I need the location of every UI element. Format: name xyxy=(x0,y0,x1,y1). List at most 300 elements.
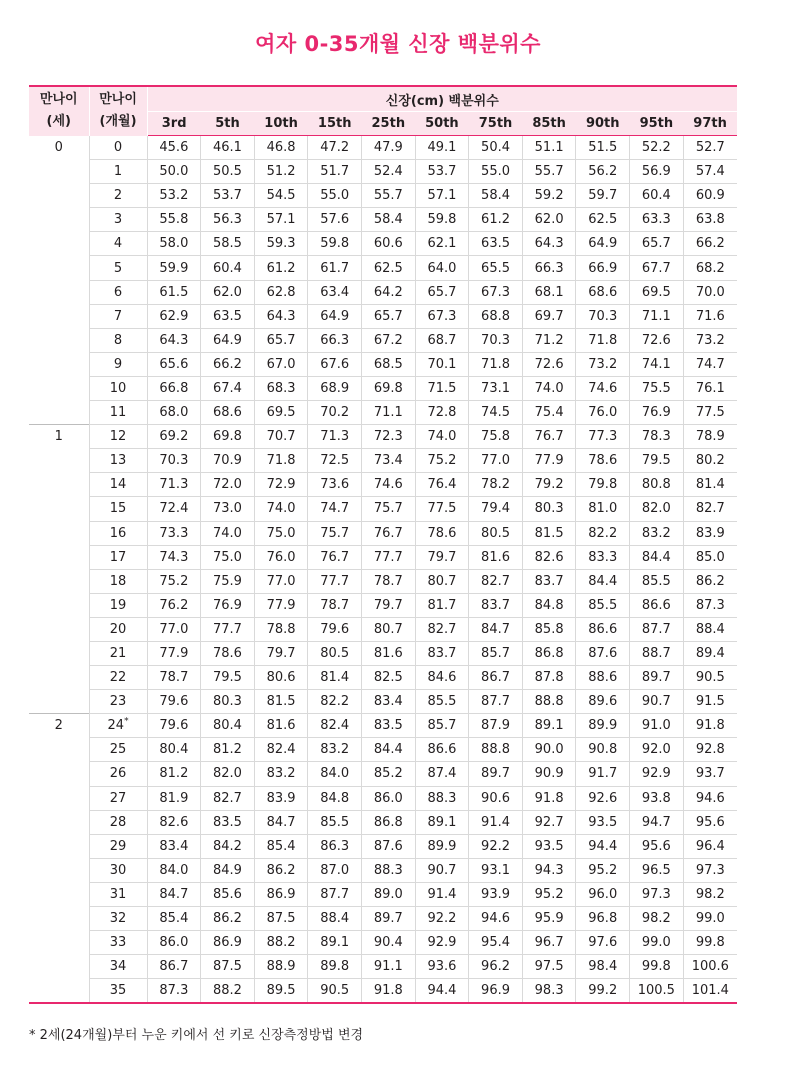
percentile-value-cell: 99.8 xyxy=(630,955,684,979)
age-months-cell xyxy=(89,593,147,617)
percentile-value-cell: 78.2 xyxy=(469,473,523,497)
percentile-value-cell: 79.4 xyxy=(469,497,523,521)
percentile-value-cell: 82.4 xyxy=(254,738,308,762)
percentile-value-cell: 52.7 xyxy=(683,136,737,160)
percentile-value-cell: 74.6 xyxy=(576,376,630,400)
percentile-value-cell: 89.8 xyxy=(308,955,362,979)
percentile-value-cell: 81.7 xyxy=(415,593,469,617)
percentile-value-cell: 80.5 xyxy=(308,641,362,665)
percentile-value-cell: 82.2 xyxy=(308,690,362,714)
month-value: 17 xyxy=(109,549,127,565)
percentile-value-cell: 73.4 xyxy=(362,449,416,473)
percentile-value-cell: 68.7 xyxy=(415,328,469,352)
table-row xyxy=(29,858,737,882)
percentile-value-cell: 45.6 xyxy=(147,136,201,160)
percentile-header: 95th xyxy=(630,112,684,136)
percentile-value-cell: 59.3 xyxy=(254,232,308,256)
percentile-value-cell: 86.2 xyxy=(683,569,737,593)
percentile-value-cell: 63.8 xyxy=(683,208,737,232)
percentile-value-cell: 85.5 xyxy=(415,690,469,714)
percentile-value-cell: 62.1 xyxy=(415,232,469,256)
age-years-cell: 1 xyxy=(29,425,89,714)
percentile-value-cell: 94.7 xyxy=(630,810,684,834)
month-value: 14 xyxy=(109,477,127,493)
percentile-value-cell: 84.4 xyxy=(362,738,416,762)
percentile-value-cell: 72.0 xyxy=(201,473,255,497)
percentile-value-cell: 87.5 xyxy=(254,907,308,931)
percentile-value-cell: 88.2 xyxy=(201,979,255,1004)
age-months-cell xyxy=(89,762,147,786)
percentile-value-cell: 93.9 xyxy=(469,882,523,906)
month-value: 31 xyxy=(109,886,127,902)
percentile-value-cell: 88.6 xyxy=(576,666,630,690)
percentile-value-cell: 63.5 xyxy=(469,232,523,256)
percentile-value-cell: 74.6 xyxy=(362,473,416,497)
percentile-value-cell: 58.4 xyxy=(362,208,416,232)
percentile-value-cell: 71.1 xyxy=(362,401,416,425)
percentile-value-cell: 89.9 xyxy=(576,714,630,738)
percentile-value-cell: 53.7 xyxy=(415,160,469,184)
percentile-value-cell: 86.6 xyxy=(630,593,684,617)
percentile-value-cell: 72.6 xyxy=(522,352,576,376)
percentile-value-cell: 67.0 xyxy=(254,352,308,376)
age-months-cell xyxy=(89,907,147,931)
percentile-value-cell: 57.1 xyxy=(254,208,308,232)
percentile-value-cell: 96.8 xyxy=(576,907,630,931)
percentile-value-cell: 71.3 xyxy=(147,473,201,497)
percentile-value-cell: 63.5 xyxy=(201,304,255,328)
table-row xyxy=(29,304,737,328)
percentile-value-cell: 81.2 xyxy=(147,762,201,786)
percentile-value-cell: 87.0 xyxy=(308,858,362,882)
table-row xyxy=(29,545,737,569)
percentile-value-cell: 80.7 xyxy=(362,617,416,641)
month-value: 12 xyxy=(109,429,127,445)
percentile-value-cell: 51.2 xyxy=(254,160,308,184)
month-value: 3 xyxy=(113,212,123,228)
percentile-value-cell: 82.7 xyxy=(201,786,255,810)
table-row xyxy=(29,690,737,714)
percentile-value-cell: 75.8 xyxy=(469,425,523,449)
percentile-value-cell: 91.8 xyxy=(683,714,737,738)
percentile-value-cell: 98.4 xyxy=(576,955,630,979)
percentile-value-cell: 72.4 xyxy=(147,497,201,521)
table-row xyxy=(29,810,737,834)
percentile-value-cell: 71.5 xyxy=(415,376,469,400)
percentile-value-cell: 66.2 xyxy=(683,232,737,256)
percentile-value-cell: 68.5 xyxy=(362,352,416,376)
percentile-value-cell: 88.2 xyxy=(254,931,308,955)
percentile-value-cell: 98.2 xyxy=(683,882,737,906)
percentile-value-cell: 76.9 xyxy=(630,401,684,425)
percentile-value-cell: 93.7 xyxy=(683,762,737,786)
month-value: 7 xyxy=(113,308,123,324)
percentile-value-cell: 57.1 xyxy=(415,184,469,208)
percentile-value-cell: 65.7 xyxy=(254,328,308,352)
age-months-cell xyxy=(89,666,147,690)
percentile-value-cell: 75.4 xyxy=(522,401,576,425)
percentile-value-cell: 86.7 xyxy=(147,955,201,979)
percentile-value-cell: 93.1 xyxy=(469,858,523,882)
percentile-value-cell: 76.7 xyxy=(362,521,416,545)
percentile-value-cell: 89.5 xyxy=(254,979,308,1004)
month-value: 11 xyxy=(109,405,127,421)
percentile-value-cell: 88.9 xyxy=(254,955,308,979)
percentile-value-cell: 89.7 xyxy=(469,762,523,786)
percentile-value-cell: 90.7 xyxy=(630,690,684,714)
percentile-value-cell: 72.9 xyxy=(254,473,308,497)
percentile-value-cell: 82.6 xyxy=(147,810,201,834)
percentile-value-cell: 76.0 xyxy=(576,401,630,425)
table-row xyxy=(29,955,737,979)
percentile-value-cell: 77.0 xyxy=(254,569,308,593)
percentile-value-cell: 70.3 xyxy=(469,328,523,352)
percentile-value-cell: 76.9 xyxy=(201,593,255,617)
percentile-value-cell: 56.9 xyxy=(630,160,684,184)
percentile-value-cell: 89.4 xyxy=(683,641,737,665)
percentile-value-cell: 80.4 xyxy=(201,714,255,738)
percentile-value-cell: 81.9 xyxy=(147,786,201,810)
percentile-value-cell: 51.1 xyxy=(522,136,576,160)
percentile-value-cell: 75.7 xyxy=(308,521,362,545)
table-row xyxy=(29,136,737,160)
percentile-value-cell: 98.2 xyxy=(630,907,684,931)
percentile-value-cell: 73.3 xyxy=(147,521,201,545)
percentile-value-cell: 84.9 xyxy=(201,858,255,882)
percentile-value-cell: 53.2 xyxy=(147,184,201,208)
percentile-value-cell: 81.2 xyxy=(201,738,255,762)
percentile-value-cell: 94.4 xyxy=(576,834,630,858)
percentile-value-cell: 88.3 xyxy=(362,858,416,882)
percentile-value-cell: 79.8 xyxy=(576,473,630,497)
percentile-value-cell: 80.4 xyxy=(147,738,201,762)
month-value: 26 xyxy=(109,766,127,782)
footnote xyxy=(29,1024,363,1043)
percentile-value-cell: 75.0 xyxy=(201,545,255,569)
percentile-value-cell: 71.8 xyxy=(469,352,523,376)
percentile-value-cell: 71.2 xyxy=(522,328,576,352)
age-months-cell xyxy=(89,208,147,232)
percentile-value-cell: 76.4 xyxy=(415,473,469,497)
percentile-value-cell: 74.1 xyxy=(630,352,684,376)
percentile-value-cell: 86.2 xyxy=(201,907,255,931)
percentile-value-cell: 67.6 xyxy=(308,352,362,376)
percentile-value-cell: 93.6 xyxy=(415,955,469,979)
percentile-value-cell: 80.3 xyxy=(201,690,255,714)
percentile-value-cell: 77.9 xyxy=(522,449,576,473)
table-row xyxy=(29,232,737,256)
table-row xyxy=(29,208,737,232)
age-months-cell xyxy=(89,641,147,665)
percentile-header: 25th xyxy=(362,112,416,136)
month-value: 4 xyxy=(113,236,123,252)
month-value: 10 xyxy=(109,380,127,396)
percentile-value-cell: 49.1 xyxy=(415,136,469,160)
percentile-value-cell: 83.2 xyxy=(630,521,684,545)
percentile-value-cell: 97.6 xyxy=(576,931,630,955)
table-row xyxy=(29,931,737,955)
footnote-marker: * xyxy=(29,1028,36,1043)
percentile-value-cell: 82.5 xyxy=(362,666,416,690)
percentile-value-cell: 86.0 xyxy=(362,786,416,810)
percentile-value-cell: 89.0 xyxy=(362,882,416,906)
percentile-value-cell: 89.7 xyxy=(362,907,416,931)
percentile-value-cell: 56.2 xyxy=(576,160,630,184)
percentile-value-cell: 85.5 xyxy=(308,810,362,834)
percentile-value-cell: 77.5 xyxy=(415,497,469,521)
age-months-cell xyxy=(89,545,147,569)
percentile-value-cell: 90.4 xyxy=(362,931,416,955)
percentile-value-cell: 68.8 xyxy=(469,304,523,328)
percentile-value-cell: 81.5 xyxy=(254,690,308,714)
percentile-value-cell: 91.4 xyxy=(415,882,469,906)
percentile-value-cell: 79.6 xyxy=(147,714,201,738)
percentile-value-cell: 76.7 xyxy=(522,425,576,449)
percentile-value-cell: 89.1 xyxy=(308,931,362,955)
percentile-value-cell: 84.0 xyxy=(147,858,201,882)
percentile-value-cell: 95.6 xyxy=(683,810,737,834)
percentile-value-cell: 86.0 xyxy=(147,931,201,955)
percentile-value-cell: 81.6 xyxy=(254,714,308,738)
percentile-value-cell: 70.1 xyxy=(415,352,469,376)
percentile-value-cell: 99.2 xyxy=(576,979,630,1004)
percentile-value-cell: 61.2 xyxy=(254,256,308,280)
percentile-value-cell: 85.4 xyxy=(147,907,201,931)
table-header xyxy=(29,86,737,136)
month-value: 0 xyxy=(113,139,123,155)
month-value: 22 xyxy=(109,670,127,686)
percentile-value-cell: 67.7 xyxy=(630,256,684,280)
percentile-value-cell: 86.2 xyxy=(254,858,308,882)
percentile-value-cell: 91.8 xyxy=(522,786,576,810)
percentile-value-cell: 94.6 xyxy=(683,786,737,810)
percentile-value-cell: 74.0 xyxy=(201,521,255,545)
percentile-value-cell: 81.0 xyxy=(576,497,630,521)
table-row xyxy=(29,569,737,593)
age-months-cell xyxy=(89,136,147,160)
month-value: 28 xyxy=(109,814,127,830)
percentile-value-cell: 84.6 xyxy=(415,666,469,690)
percentile-value-cell: 84.4 xyxy=(630,545,684,569)
percentile-value-cell: 90.5 xyxy=(308,979,362,1004)
percentile-value-cell: 72.3 xyxy=(362,425,416,449)
percentile-value-cell: 47.2 xyxy=(308,136,362,160)
percentile-value-cell: 84.8 xyxy=(522,593,576,617)
percentile-value-cell: 60.9 xyxy=(683,184,737,208)
percentile-value-cell: 76.2 xyxy=(147,593,201,617)
percentile-value-cell: 83.9 xyxy=(683,521,737,545)
percentile-value-cell: 89.1 xyxy=(415,810,469,834)
table-row xyxy=(29,256,737,280)
percentile-value-cell: 78.7 xyxy=(147,666,201,690)
percentile-value-cell: 81.4 xyxy=(683,473,737,497)
age-months-cell xyxy=(89,473,147,497)
percentile-value-cell: 79.2 xyxy=(522,473,576,497)
percentile-value-cell: 82.2 xyxy=(576,521,630,545)
percentile-value-cell: 68.1 xyxy=(522,280,576,304)
percentile-value-cell: 62.0 xyxy=(522,208,576,232)
percentile-value-cell: 72.5 xyxy=(308,449,362,473)
percentile-value-cell: 87.3 xyxy=(683,593,737,617)
age-months-cell xyxy=(89,714,147,738)
age-months-cell xyxy=(89,160,147,184)
percentile-value-cell: 92.2 xyxy=(469,834,523,858)
percentile-value-cell: 64.3 xyxy=(147,328,201,352)
percentile-value-cell: 96.5 xyxy=(630,858,684,882)
percentile-value-cell: 66.3 xyxy=(308,328,362,352)
percentile-value-cell: 50.0 xyxy=(147,160,201,184)
percentile-value-cell: 89.1 xyxy=(522,714,576,738)
table-row xyxy=(29,617,737,641)
percentile-header: 10th xyxy=(254,112,308,136)
percentile-value-cell: 75.7 xyxy=(362,497,416,521)
percentile-value-cell: 67.3 xyxy=(415,304,469,328)
percentile-value-cell: 85.8 xyxy=(522,617,576,641)
table-row xyxy=(29,786,737,810)
percentile-value-cell: 83.7 xyxy=(469,593,523,617)
table-row xyxy=(29,328,737,352)
percentile-value-cell: 83.5 xyxy=(362,714,416,738)
percentile-value-cell: 74.0 xyxy=(254,497,308,521)
percentile-value-cell: 99.0 xyxy=(683,907,737,931)
month-value: 23 xyxy=(109,694,127,710)
percentile-value-cell: 78.7 xyxy=(362,569,416,593)
percentile-value-cell: 92.8 xyxy=(683,738,737,762)
percentile-value-cell: 79.5 xyxy=(630,449,684,473)
percentile-value-cell: 86.6 xyxy=(415,738,469,762)
percentile-value-cell: 79.7 xyxy=(362,593,416,617)
age-months-cell xyxy=(89,979,147,1004)
percentile-value-cell: 65.6 xyxy=(147,352,201,376)
percentile-value-cell: 82.0 xyxy=(630,497,684,521)
age-months-cell xyxy=(89,521,147,545)
percentile-value-cell: 72.8 xyxy=(415,401,469,425)
percentile-value-cell: 62.5 xyxy=(362,256,416,280)
age-months-cell xyxy=(89,955,147,979)
percentile-value-cell: 74.0 xyxy=(522,376,576,400)
percentile-value-cell: 55.0 xyxy=(469,160,523,184)
age-months-cell xyxy=(89,401,147,425)
percentile-value-cell: 79.6 xyxy=(147,690,201,714)
percentile-value-cell: 67.3 xyxy=(469,280,523,304)
percentile-header: 3rd xyxy=(147,112,201,136)
month-value: 20 xyxy=(109,621,127,637)
percentile-value-cell: 77.7 xyxy=(201,617,255,641)
percentile-value-cell: 51.7 xyxy=(308,160,362,184)
percentile-value-cell: 80.3 xyxy=(522,497,576,521)
percentile-value-cell: 85.4 xyxy=(254,834,308,858)
percentile-value-cell: 85.0 xyxy=(683,545,737,569)
month-value: 27 xyxy=(109,790,127,806)
age-years-header-line2: (세) xyxy=(46,114,71,130)
percentile-value-cell: 80.7 xyxy=(415,569,469,593)
percentile-value-cell: 78.7 xyxy=(308,593,362,617)
age-months-cell xyxy=(89,256,147,280)
percentile-value-cell: 77.7 xyxy=(308,569,362,593)
age-months-cell xyxy=(89,690,147,714)
month-value: 24 xyxy=(107,718,125,734)
percentile-value-cell: 97.3 xyxy=(683,858,737,882)
percentile-value-cell: 67.4 xyxy=(201,376,255,400)
percentile-value-cell: 79.6 xyxy=(308,617,362,641)
age-months-cell xyxy=(89,738,147,762)
table-row xyxy=(29,641,737,665)
percentile-value-cell: 65.7 xyxy=(630,232,684,256)
percentile-value-cell: 54.5 xyxy=(254,184,308,208)
percentile-value-cell: 59.8 xyxy=(308,232,362,256)
table-row xyxy=(29,473,737,497)
percentile-value-cell: 96.2 xyxy=(469,955,523,979)
percentile-value-cell: 86.6 xyxy=(576,617,630,641)
percentile-value-cell: 58.0 xyxy=(147,232,201,256)
percentile-value-cell: 79.7 xyxy=(254,641,308,665)
age-months-header xyxy=(89,86,147,136)
page-title: 여자 0-35개월 신장 백분위수 xyxy=(255,32,541,56)
percentile-value-cell: 64.3 xyxy=(522,232,576,256)
month-value: 19 xyxy=(109,597,127,613)
percentile-value-cell: 76.0 xyxy=(254,545,308,569)
percentile-value-cell: 75.9 xyxy=(201,569,255,593)
age-months-cell xyxy=(89,931,147,955)
percentile-value-cell: 88.3 xyxy=(415,786,469,810)
percentile-value-cell: 88.8 xyxy=(522,690,576,714)
age-months-cell xyxy=(89,352,147,376)
age-months-cell xyxy=(89,232,147,256)
percentile-value-cell: 75.5 xyxy=(630,376,684,400)
table-row xyxy=(29,907,737,931)
table-row xyxy=(29,521,737,545)
percentile-value-cell: 83.4 xyxy=(147,834,201,858)
percentile-value-cell: 94.3 xyxy=(522,858,576,882)
percentile-value-cell: 68.6 xyxy=(201,401,255,425)
percentile-value-cell: 87.7 xyxy=(469,690,523,714)
table-row xyxy=(29,376,737,400)
age-months-cell xyxy=(89,834,147,858)
percentile-value-cell: 92.9 xyxy=(630,762,684,786)
table-row xyxy=(29,352,737,376)
percentile-value-cell: 68.9 xyxy=(308,376,362,400)
percentile-value-cell: 73.0 xyxy=(201,497,255,521)
percentile-value-cell: 68.3 xyxy=(254,376,308,400)
percentile-value-cell: 74.7 xyxy=(683,352,737,376)
percentile-value-cell: 74.3 xyxy=(147,545,201,569)
percentile-value-cell: 60.4 xyxy=(201,256,255,280)
percentile-value-cell: 91.0 xyxy=(630,714,684,738)
method-change-marker: * xyxy=(124,716,129,727)
percentile-value-cell: 77.7 xyxy=(362,545,416,569)
percentile-value-cell: 74.5 xyxy=(469,401,523,425)
percentile-header: 97th xyxy=(683,112,737,136)
percentile-value-cell: 61.2 xyxy=(469,208,523,232)
percentile-value-cell: 50.5 xyxy=(201,160,255,184)
percentile-value-cell: 76.1 xyxy=(683,376,737,400)
percentile-value-cell: 99.0 xyxy=(630,931,684,955)
percentile-value-cell: 88.4 xyxy=(308,907,362,931)
percentile-value-cell: 83.3 xyxy=(576,545,630,569)
percentile-value-cell: 89.7 xyxy=(630,666,684,690)
percentile-value-cell: 66.3 xyxy=(522,256,576,280)
percentile-value-cell: 83.2 xyxy=(308,738,362,762)
percentile-value-cell: 78.3 xyxy=(630,425,684,449)
percentile-value-cell: 96.9 xyxy=(469,979,523,1004)
percentile-value-cell: 55.7 xyxy=(362,184,416,208)
table-row xyxy=(29,184,737,208)
percentile-value-cell: 85.2 xyxy=(362,762,416,786)
percentile-value-cell: 91.1 xyxy=(362,955,416,979)
percentile-value-cell: 55.0 xyxy=(308,184,362,208)
percentile-value-cell: 65.5 xyxy=(469,256,523,280)
percentile-value-cell: 90.9 xyxy=(522,762,576,786)
